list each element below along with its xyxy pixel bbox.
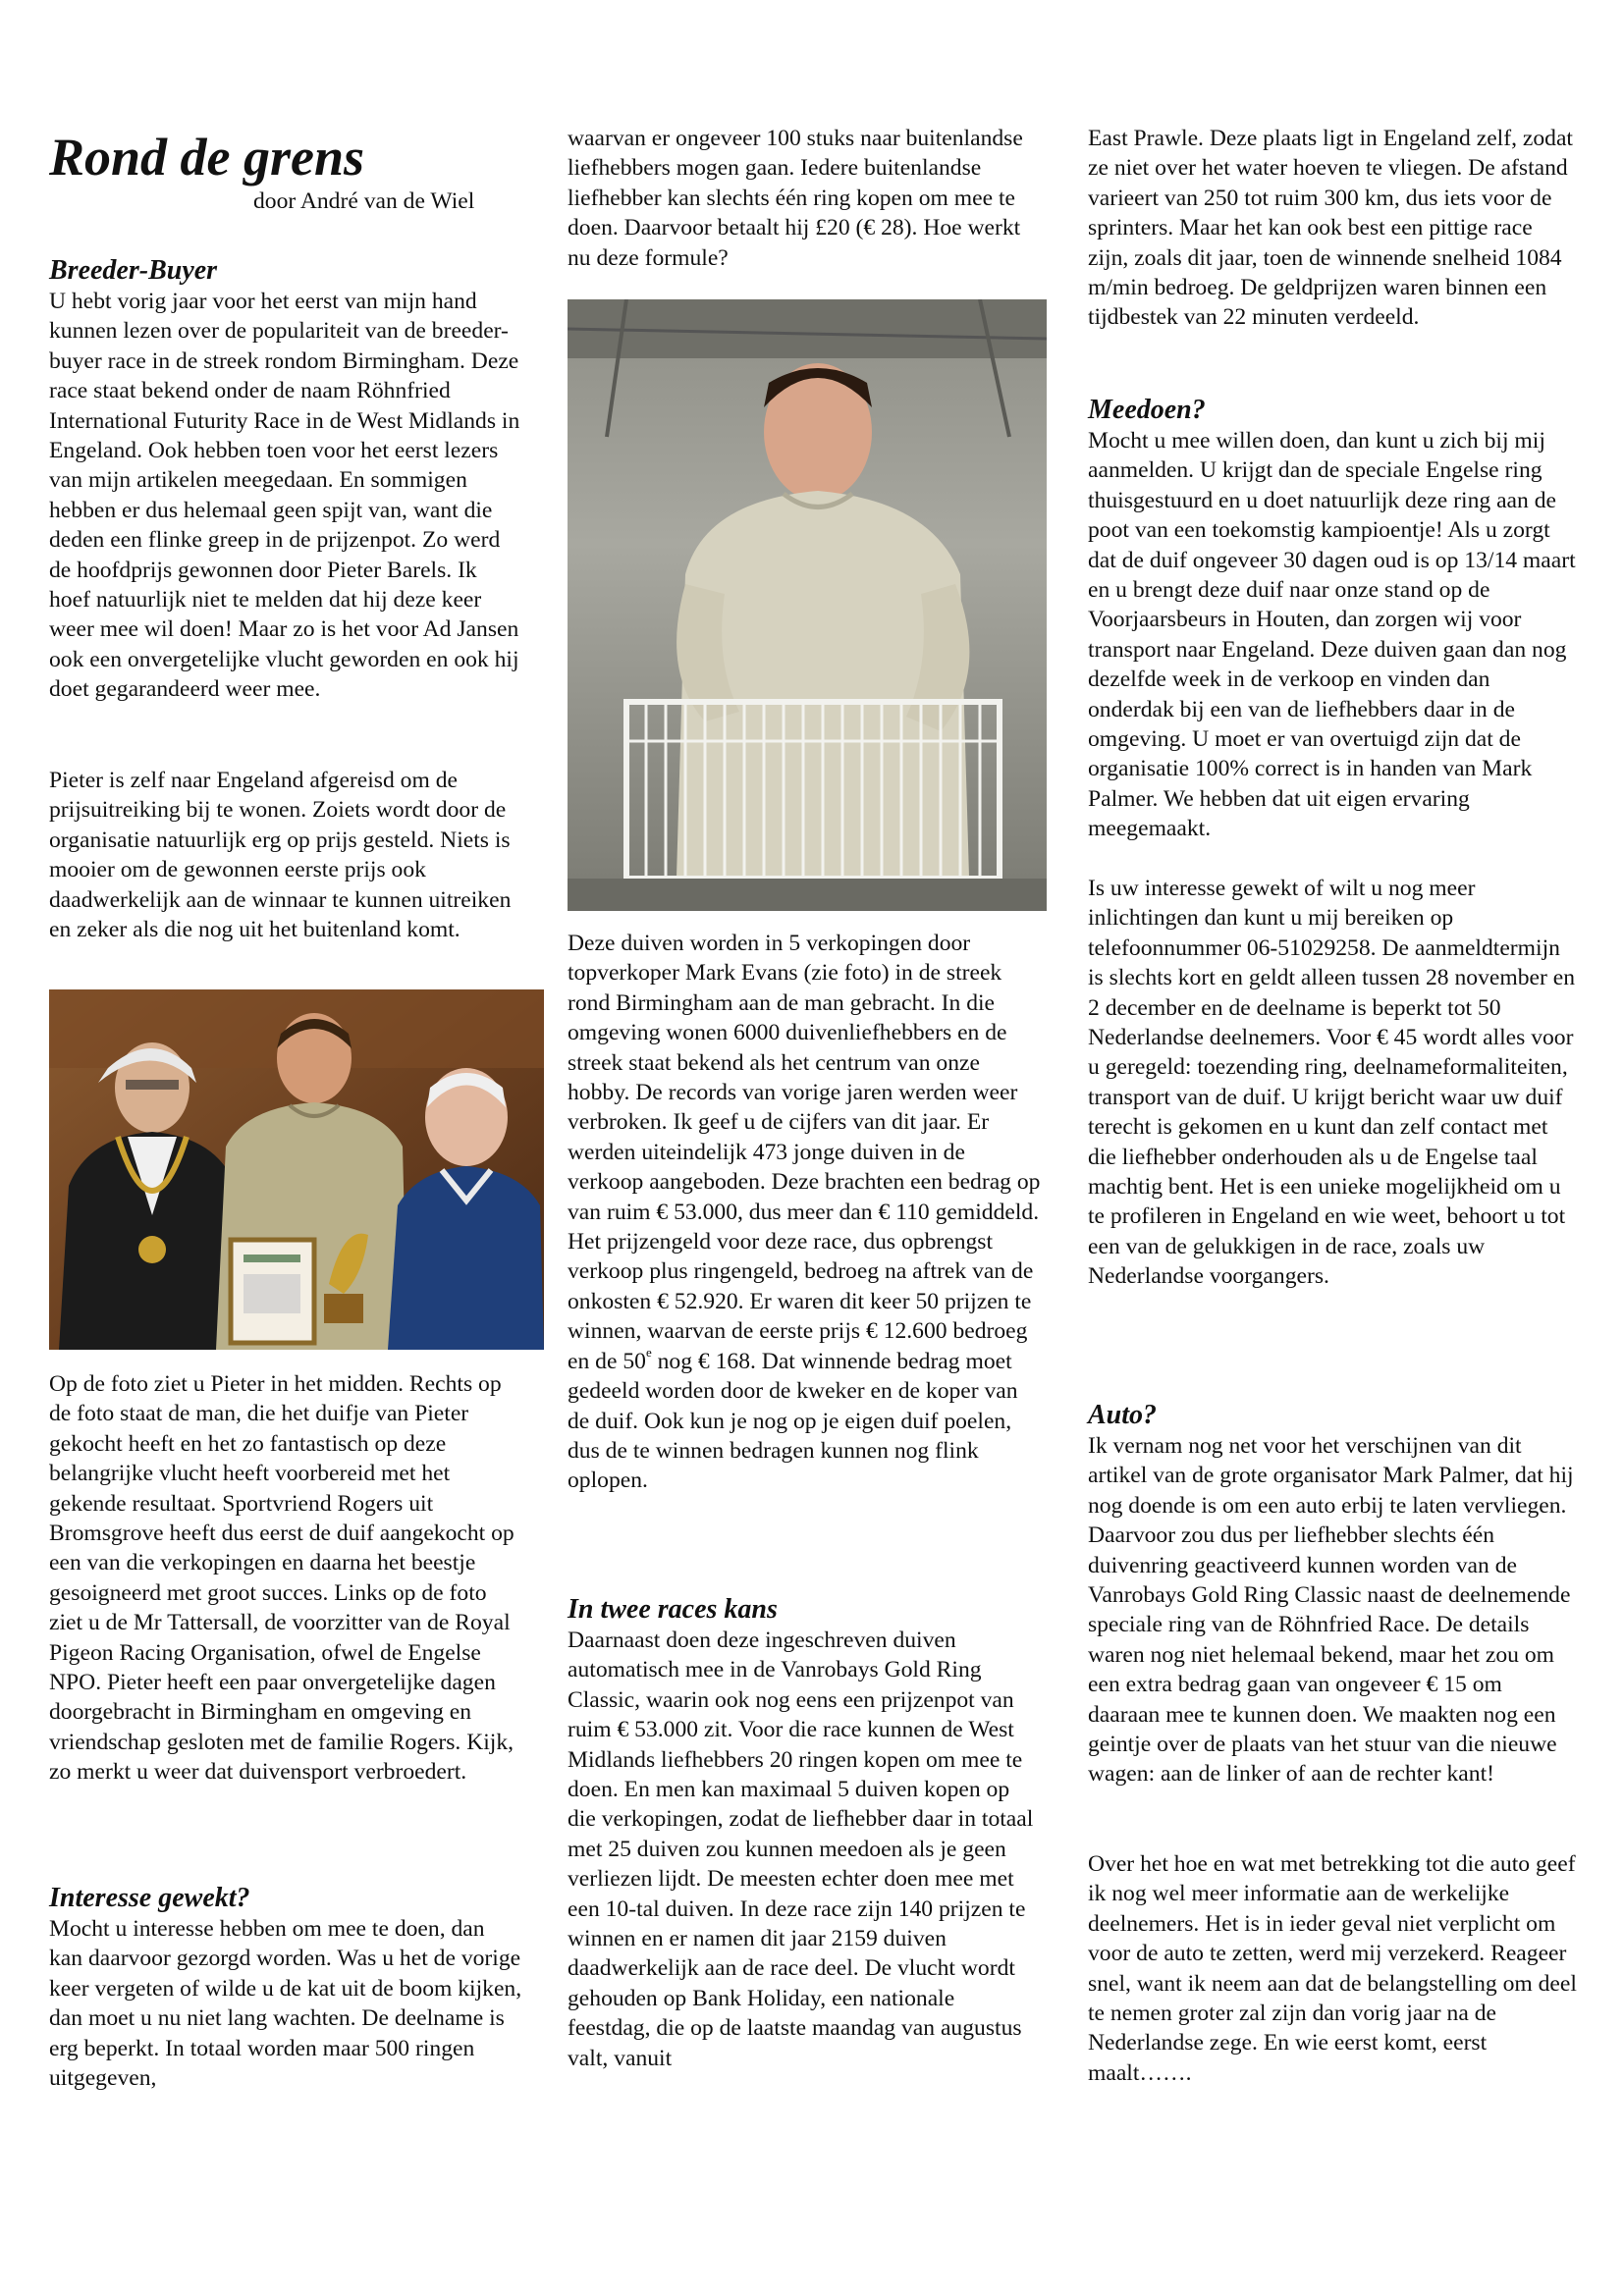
col3-paragraph-4: Ik vernam nog net voor het verschijnen van dit artikel van de grote organisator Mark Palmer, dat hij nog doende is om een auto erbij te laten vervliegen. Daarvoor zou dus per liefhebber slechts één duivenring geactiveerd kunnen worden van de Vanrobays Gold Ring Classic naast de deelnemende speciale ring van de Röhnfried Race. De details waren nog niet helemaal bekend, maar het zou om een extra bedrag gaan van ongeveer € 15 om daaraan mee te kunnen doen. We maakten nog een geintje over de plaats van het stuur van die nieuwe wagen: aan de linker of aan de rechter kant! [1088,1433,1574,1788]
heading-auto: Auto? [1088,1400,1158,1430]
heading-in-twee-races-kans: In twee races kans [568,1594,778,1625]
photo-auctioneer [568,299,1047,911]
auctioneer-image [568,299,1047,911]
col3-paragraph-3: Is uw interesse gewekt of wilt u nog meer inlichtingen dan kunt u mij bereiken op telefoonnummer 06-51029258. De aanmeldtermijn is slechts kort en geldt alleen tussen 28 november en 2 december en de deelname is beperkt tot 50 Nederlandse deelnemers. Voor € 45 wordt alles voor u geregeld: toezending ring, deelnameformaliteiten, transport van de duif. U krijgt bericht waar uw duif terecht is gekomen en u kunt dan zelf contact met die liefhebber onderhouden als u de Engelse taal machtig bent. Het is een unieke mogelijkheid om u te profileren in Engeland en wie weet, behoort u tot een van de gelukkigen in de race, zoals uw Nederlandse voorgangers. [1088,876,1575,1290]
col1-paragraph-2: Pieter is zelf naar Engeland afgereisd om de prijsuitreiking bij te wonen. Zoiets wordt door de organisatie natuurlijk erg op prijs gesteld. Niets is mooier om de gewonnen eerste prijs ook daadwerkelijk aan de winnaar te kunnen uitreiken en zeker als die nog uit het buitenland komt. [49,768,512,943]
photo-caption: Op de foto ziet u Pieter in het midden. Rechts op de foto staat de man, die het duifje van Pieter gekocht heeft en het zo fantastisch op deze belangrijke vlucht heeft voorbereid met het gekende resultaat. Sportvriend Rogers uit Bromsgrove heeft dus eerst de duif aangekocht op een van die verkopingen en daarna het beestje gesoigneerd met groot succes. Links op de foto ziet u de Mr Tattersall, de voorzitter van de Royal Pigeon Racing Organisation, ofwel de Engelse NPO. Pieter heeft een paar onvergetelijke dagen doorgebracht in Birmingham en omgeving en vriendschap gesloten met de familie Rogers. Kijk, zo merkt u weer dat duivensport verbroedert. [49,1371,514,1786]
col2-paragraph-1: waarvan er ongeveer 100 stuks naar buitenlandse liefhebbers mogen gaan. Iedere buitenlandse liefhebber kan slechts één ring kopen om mee te doen. Daarvoor betaalt hij £20 (€ 28). Hoe werkt nu deze formule? [568,126,1023,271]
heading-breeder-buyer: Breeder-Buyer [49,255,218,286]
prize-ceremony-image [49,989,544,1350]
col3-paragraph-1: East Prawle. Deze plaats ligt in Engeland zelf, zodat ze niet over het water hoeven te vliegen. De afstand varieert van 250 tot ruim 300 km, dus iets voor de sprinters. Maar het kan ook best een pittige race zijn, zoals dit jaar, toen de winnende snelheid 1084 m/min bedroeg. De geldprijzen waren binnen een tijdbestek van 22 minuten verdeeld. [1088,126,1573,331]
col3-paragraph-2: Mocht u mee willen doen, dan kunt u zich bij mij aanmelden. U krijgt dan de speciale Engelse ring thuisgestuurd en u doet natuurlijk deze ring aan de poot van een toekomstig kampioentje! Als u zorgt dat de duif ongeveer 30 dagen oud is op 13/14 maart en u brengt deze duif naar onze stand op de Voorjaarsbeurs in Houten, dan zorgen wij voor transport naar Engeland. Deze duiven gaan dan nog dezelfde week in de verkoop en vinden dan onderdak bij een van de liefhebbers daar in de omgeving. U moet er van overtuigd zijn dat de organisatie 100% correct is in handen van Mark Palmer. We hebben dat uit eigen ervaring meegemaakt. [1088,428,1576,842]
col3-paragraph-5: Over het hoe en wat met betrekking tot die auto geef ik nog wel meer informatie aan de werkelijke deelnemers. Het is in ieder geval niet verplicht om voor de auto te zetten, werd mij verzekerd. Reageer snel, want ik neem aan dat de belangstelling om deel te nemen groter zal zijn dan vorig jaar na de Nederlandse zege. En wie eerst komt, eerst maalt……. [1088,1851,1577,2086]
col1-paragraph-1: U hebt vorig jaar voor het eerst van mijn hand kunnen lezen over de populariteit van de breeder-buyer race in de streek rondom Birmingham. Deze race staat bekend onder de naam Röhnfried International Futurity Race in de West Midlands in Engeland. Ook hebben toen voor het eerst lezers van mijn artikelen meegedaan. En sommigen hebben er dus helemaal geen spijt van, want die deden een flinke greep in de prijzenpot. Zo werd de hoofdprijs gewonnen door Pieter Barels. Ik hoef natuurlijk niet te melden dat hij deze keer weer mee wil doen! Maar zo is het voor Ad Jansen ook een onvergetelijke vlucht geworden en ook hij doet gegarandeerd weer mee. [49,289,520,703]
heading-meedoen: Meedoen? [1088,395,1206,425]
col1-paragraph-3: Mocht u interesse hebben om mee te doen, dan kan daarvoor gezorgd worden. Was u het de vorige keer vergeten of wilde u de kat uit de boom kijken, dan moet u nu niet lang wachten. De deelname is erg beperkt. In totaal worden maar 500 ringen uitgegeven, [49,1916,522,2092]
col2-paragraph-2-part-b: nog € 168. Dat winnende bedrag moet gedeeld worden door de kweker en de koper van de duif. Ook kun je nog op je eigen duif poelen, dus de te winnen bedragen kunnen nog flink oplopen. [568,1348,1018,1494]
col2-paragraph-2-part-a: Deze duiven worden in 5 verkopingen door topverkoper Mark Evans (zie foto) in de streek rond Birmingham aan de man gebracht. In die omgeving wonen 6000 duivenliefhebbers en de streek staat bekend als het centrum van onze hobby. De records van vorige jaren werden weer verbroken. Ik geef u de cijfers van dit jaar. Er werden uiteindelijk 473 jonge duiven in de verkoop aangeboden. Deze brachten een bedrag op van ruim € 53.000, dus meer dan € 110 gemiddeld. Het prijzengeld voor deze race, dus opbrengst verkoop plus ringengeld, bedroeg na aftrek van de onkosten € 52.920. Er waren dit keer 50 prijzen te winnen, waarvan de eerste prijs € 12.600 bedroeg en de 50 [568,931,1041,1374]
article-title: Rond de grens [49,128,365,187]
col2-paragraph-2 [568,929,1041,1496]
col2-paragraph-3: Daarnaast doen deze ingeschreven duiven automatisch mee in de Vanrobays Gold Ring Classic, waarin ook nog eens een prijzenpot van ruim € 53.000 zit. Voor die race kunnen de West Midlands liefhebbers 20 ringen kopen om mee te doen. En men kan maximaal 5 duiven kopen op die verkopingen, zodat de liefhebber daar in totaal met 25 duiven zou kunnen meedoen als je geen verliezen lijdt. De meesten echter doen mee met een 10-tal duiven. In deze race zijn 140 prijzen te winnen en er namen dit jaar 2159 duiven daadwerkelijk aan de race deel. De vlucht wordt gehouden op Bank Holiday, een nationale feestdag, die op de laatste maandag van augustus valt, vanuit [568,1628,1034,2071]
photo-prize-ceremony [49,989,544,1350]
ordinal-suffix: e [645,1344,652,1360]
heading-interesse-gewekt: Interesse gewekt? [49,1883,250,1913]
article-byline: door André van de Wiel [253,188,475,214]
